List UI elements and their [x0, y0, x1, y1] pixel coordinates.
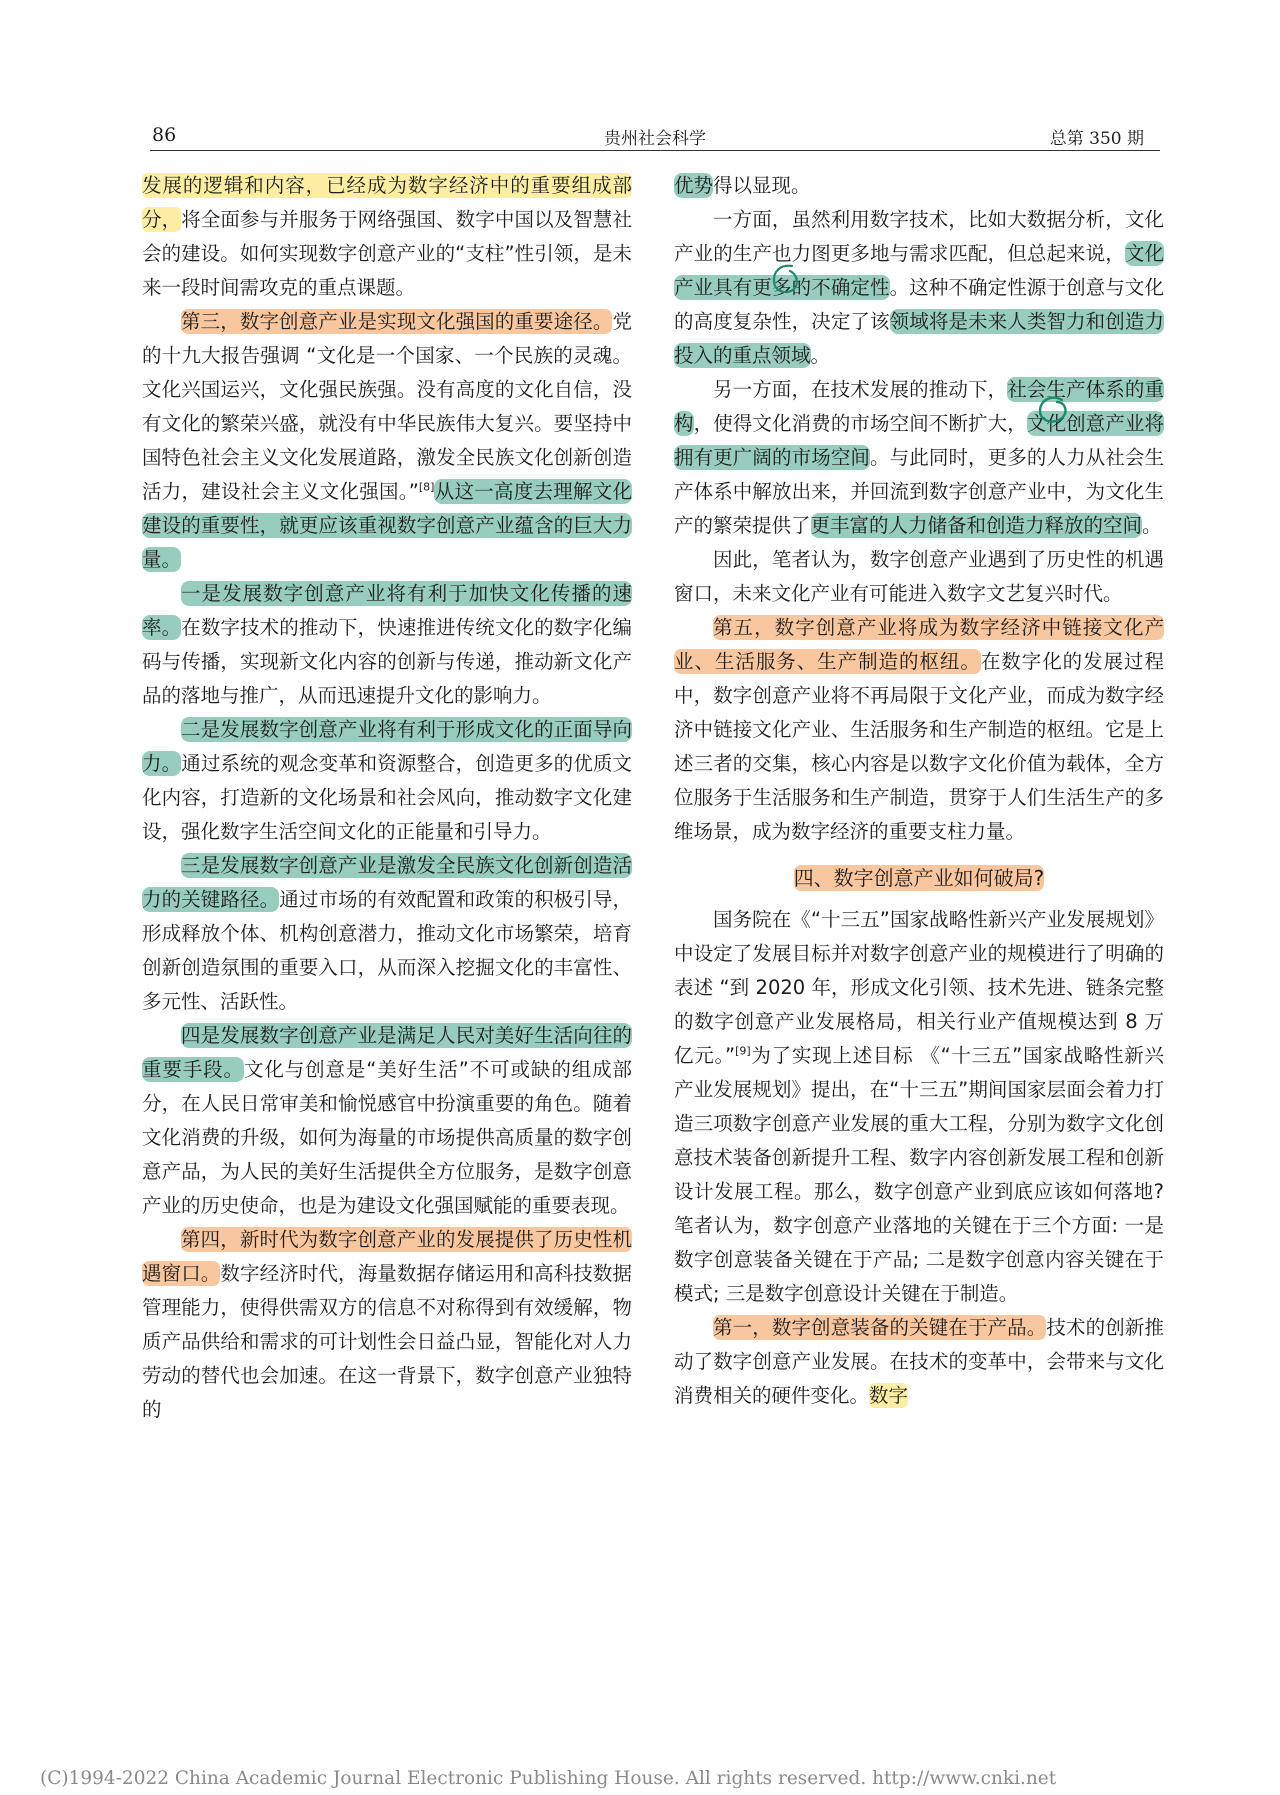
- text: ，使得文化消费的市场空间不断扩大，: [693, 412, 1027, 435]
- right-paragraph-5: [674, 611, 1164, 849]
- right-paragraph-7: [674, 1311, 1164, 1413]
- pen-stroke: [1040, 398, 1065, 422]
- highlight-orange: 第三，数字创意产业是实现文化强国的重要途径。: [181, 310, 613, 333]
- highlight-teal: 更丰富的人力储备和创造力释放的空间: [810, 514, 1143, 537]
- text: 将全面参与并服务于网络强国、数字中国以及智慧社会的建设。如何实现数字创意产业的“支柱”性引领，是未来一段时间需攻克的重点课题。: [142, 208, 632, 299]
- highlight-orange: 四、数字创意产业如何破局?: [793, 866, 1045, 890]
- left-paragraph-7: [142, 1223, 632, 1427]
- left-column: [142, 169, 632, 1427]
- text: 。这种不确定性源于创意与文化的高度复杂性，决定了该: [674, 276, 1164, 333]
- pen-stroke: [774, 266, 797, 292]
- page-number: 86: [152, 124, 177, 146]
- highlight-teal: 社会生产体系的重构: [674, 378, 1164, 435]
- highlight-teal: 领域将是未来人类智力和创造力投入的重点领域: [674, 310, 1164, 367]
- highlight-yellow: 数字: [869, 1384, 909, 1407]
- highlight-teal: 一是发展数字创意产业将有利于加快文化传播的速率。: [142, 582, 632, 639]
- text: 在数字化的发展过程中，数字创意产业将不再局限于文化产业，而成为数字经济中链接文化产业、生活服务和生产制造的枢纽。它是上述三者的交集，核心内容是以数字文化价值为载体，全方位服务于生活服务和生产制造，贯穿于人们生活生产的多维场景，成为数字经济的重要支柱力量。: [674, 650, 1164, 843]
- journal-title: 贵州社会科学: [604, 129, 706, 149]
- pen-circle-annotation: [770, 262, 800, 296]
- text: 。: [810, 344, 831, 367]
- highlight-orange: 第一，数字创意装备的关键在于产品。: [713, 1316, 1047, 1339]
- citation-ref: [9]: [735, 1044, 751, 1058]
- highlight-teal: 文化产业具有更多的不确定性: [674, 242, 1164, 299]
- text: 技术的创新推动了数字创意产业发展。在技术的变革中，会带来与文化消费相关的硬件变化。: [674, 1316, 1164, 1407]
- highlight-yellow: 发展的逻辑和内容，已经成为数字经济中的重要组成部分，: [142, 174, 632, 231]
- page-header: [150, 120, 1160, 151]
- right-paragraph-3: [674, 373, 1164, 543]
- highlight-orange: 第四，新时代为数字创意产业的发展提供了历史性机遇窗口。: [142, 1228, 632, 1285]
- issue-number: 总第 350 期: [1049, 129, 1144, 149]
- highlight-teal: 二是发展数字创意产业将有利于形成文化的正面导向力。: [142, 718, 632, 775]
- highlight-teal: 四是发展数字创意产业是满足人民对美好生活向往的重要手段。: [142, 1024, 632, 1081]
- text: 一方面，虽然利用数字技术，比如大数据分析，文化产业的生产也力图更多地与需求匹配，但总起来说，: [674, 208, 1164, 265]
- left-paragraph-6: [142, 1019, 632, 1223]
- left-paragraph-3: [142, 577, 632, 713]
- text: 数字经济时代，海量数据存储运用和高科技数据管理能力，使得供需双方的信息不对称得到有效缓解，物质产品供给和需求的可计划性会日益凸显，智能化对人力劳动的替代也会加速。在这一背景下，数字创意产业独特的: [142, 1262, 632, 1421]
- right-paragraph-2: [674, 203, 1164, 373]
- section-heading: [674, 861, 1164, 895]
- text: 在数字技术的推动下，快速推进传统文化的数字化编码与传播，实现新文化内容的创新与传递，推动新文化产品的落地与推广，从而迅速提升文化的影响力。: [142, 616, 632, 707]
- pen-circle-annotation: [1035, 392, 1071, 428]
- highlight-teal: 优势: [674, 174, 714, 197]
- text: 国务院在《“十三五”国家战略性新兴产业发展规划》中设定了发展目标并对数字创意产业的规模进行了明确的表述 “到 2020 年，形成文化引领、技术先进、链条完整的数字创意产业发展格局，相关行业产值规模达到 8 万亿元。”: [674, 908, 1164, 1067]
- highlight-teal: 三是发展数字创意产业是激发全民族文化创新创造活力的关键路径。: [142, 854, 632, 911]
- text: 得以显现。: [713, 174, 811, 197]
- right-paragraph-6: [674, 903, 1164, 1311]
- citation-ref: [8]: [418, 480, 435, 494]
- text: 为了实现上述目标 《“十三五”国家战略性新兴产业发展规划》提出，在“十三五”期间国家层面会着力打造三项数字创意产业发展的重大工程，分别为数字文化创意技术装备创新提升工程、数字内容创新发展工程和创新设计发展工程。那么，数字创意产业到底应该如何落地? 笔者认为，数字创意产业落地的关键在于三个方面: 一是数字创意装备关键在于产品; 二是数字创意内容关键在于模式; 三是数字创意设计关键在于制造。: [674, 1044, 1164, 1305]
- left-paragraph-5: [142, 849, 632, 1019]
- copyright-footer: (C)1994-2022 China Academic Journal Electronic Publishing House. All rights reserved. http://www.cnki.net: [40, 1768, 1057, 1789]
- left-paragraph-4: [142, 713, 632, 849]
- left-paragraph-2: [142, 305, 632, 577]
- highlight-orange: 第五，数字创意产业将成为数字经济中链接文化产业、生活服务、生产制造的枢纽。: [674, 616, 1164, 673]
- right-column: [674, 169, 1164, 1413]
- text: 通过系统的观念变革和资源整合，创造更多的优质文化内容，打造新的文化场景和社会风向，推动数字文化建设，强化数字生活空间文化的正能量和引导力。: [142, 752, 632, 843]
- text: 。: [1142, 514, 1162, 537]
- text: 党的十九大报告强调 “文化是一个国家、一个民族的灵魂。文化兴国运兴，文化强民族强。没有高度的文化自信，没有文化的繁荣兴盛，就没有中华民族伟大复兴。要坚持中国特色社会主义文化发展道路，激发全民族文化创新创造活力，建设社会主义文化强国。”: [142, 310, 632, 503]
- right-paragraph-1: [674, 169, 1164, 203]
- left-paragraph-1: [142, 169, 632, 305]
- text: 另一方面，在技术发展的推动下，: [713, 378, 1008, 401]
- text: 。与此同时，更多的人力从社会生产体系中解放出来，并回流到数字创意产业中，为文化生产的繁荣提供了: [674, 446, 1164, 537]
- text: 文化与创意是“美好生活”不可或缺的组成部分，在人民日常审美和愉悦感官中扮演重要的角色。随着文化消费的升级，如何为海量的市场提供高质量的数字创意产品，为人民的美好生活提供全方位服务，是数字创意产业的历史使命，也是为建设文化强国赋能的重要表现。: [142, 1058, 632, 1217]
- right-paragraph-4: 因此，笔者认为，数字创意产业遇到了历史性的机遇窗口，未来文化产业有可能进入数字文艺复兴时代。: [674, 548, 1164, 605]
- highlight-teal: 文化创意产业将拥有更广阔的市场空间: [674, 412, 1164, 469]
- highlight-teal: 从这一高度去理解文化建设的重要性，就更应该重视数字创意产业蕴含的巨大力量。: [142, 480, 632, 571]
- text: 通过市场的有效配置和政策的积极引导，形成释放个体、机构创意潜力，推动文化市场繁荣，培育创新创造氛围的重要入口，从而深入挖掘文化的丰富性、多元性、活跃性。: [142, 888, 632, 1013]
